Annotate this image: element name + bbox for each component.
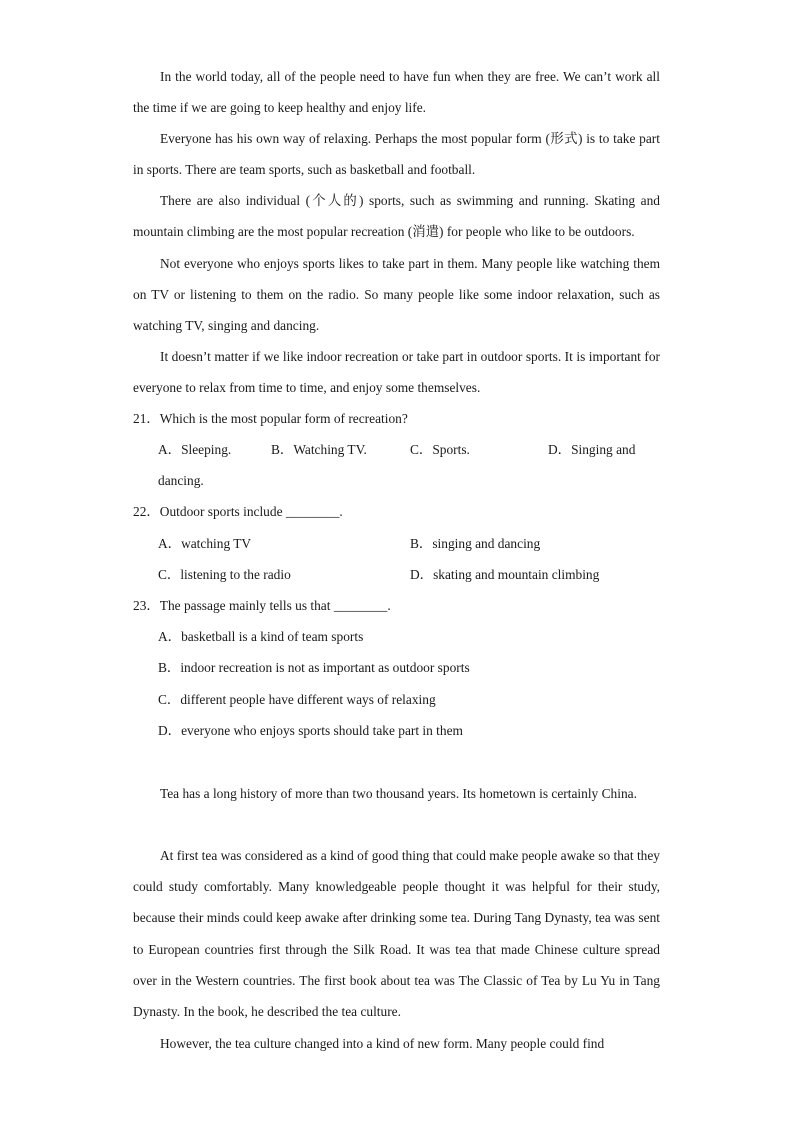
option-text: basketball is a kind of team sports: [181, 629, 364, 644]
question-21-option-b[interactable]: [271, 440, 367, 460]
passage1-paragraph-4: Not everyone who enjoys sports likes to take part in them. Many people like watching them on TV or listening to them on the radio. So many people like some indoor relaxation, such as watching TV, singing and dancing.: [133, 256, 660, 334]
option-text: watching TV: [181, 536, 252, 551]
question-22: [133, 502, 343, 522]
question-21-option-d[interactable]: [548, 440, 635, 460]
question-21: [133, 409, 408, 429]
question-22-option-b[interactable]: [410, 534, 540, 554]
option-label: C．: [158, 567, 181, 582]
option-label: B．: [271, 442, 294, 457]
question-number: 23．: [133, 598, 160, 613]
option-label: B．: [158, 660, 181, 675]
question-number: 21．: [133, 411, 160, 426]
question-21-option-a[interactable]: [158, 440, 231, 460]
question-23-option-c[interactable]: [158, 690, 436, 710]
option-label: C．: [410, 442, 433, 457]
option-label: D．: [410, 567, 434, 582]
question-text: Which is the most popular form of recreation?: [159, 411, 408, 426]
option-text: everyone who enjoys sports should take part in them: [181, 723, 463, 738]
option-label: C．: [158, 692, 181, 707]
question-21-option-c[interactable]: [410, 440, 470, 460]
option-label: A．: [158, 536, 182, 551]
passage2-paragraph-3: However, the tea culture changed into a kind of new form. Many people could find: [160, 1036, 605, 1051]
passage2-paragraph-2: At first tea was considered as a kind of good thing that could make people awake so that they could study comfortably. Many knowledgeable people thought it was helpful for their study, because their minds could keep awake after drinking some tea. During Tang Dynasty, tea was sent to European countries first through the Silk Road. It was tea that made Chinese culture spread over in the Western countries. The first book about tea was The Classic of Tea by Lu Yu in Tang Dynasty. In the book, he described the tea culture.: [133, 848, 660, 1020]
option-text: skating and mountain climbing: [433, 567, 600, 582]
option-label: A．: [158, 442, 182, 457]
option-text: different people have different ways of relaxing: [180, 692, 436, 707]
passage1-paragraph-1: In the world today, all of the people need to have fun when they are free. We can’t work all the time if we are going to keep healthy and enjoy life.: [133, 69, 660, 116]
question-23-option-a[interactable]: [158, 627, 363, 647]
question-number: 22．: [133, 504, 160, 519]
question-21-option-d-continuation: dancing.: [158, 473, 204, 488]
question-22-option-c[interactable]: [158, 565, 291, 585]
option-label: B．: [410, 536, 433, 551]
question-22-option-a[interactable]: [158, 534, 251, 554]
question-22-option-d[interactable]: [410, 565, 599, 585]
question-23-option-b[interactable]: [158, 658, 470, 678]
option-label: D．: [548, 442, 572, 457]
option-text: Singing and: [571, 442, 636, 457]
option-label: A．: [158, 629, 182, 644]
question-text: Outdoor sports include ________.: [159, 504, 343, 519]
option-text: Watching TV.: [293, 442, 367, 457]
option-label: D．: [158, 723, 182, 738]
question-text: The passage mainly tells us that ________.: [159, 598, 391, 613]
option-text: singing and dancing: [432, 536, 541, 551]
option-text: indoor recreation is not as important as outdoor sports: [180, 660, 470, 675]
passage1-paragraph-2: Everyone has his own way of relaxing. Perhaps the most popular form (形式) is to take part in sports. There are team sports, such as basketball and football.: [133, 131, 660, 178]
question-23-option-d[interactable]: [158, 721, 463, 741]
option-text: Sports.: [432, 442, 470, 457]
option-text: Sleeping.: [181, 442, 232, 457]
option-text: listening to the radio: [180, 567, 291, 582]
passage2-paragraph-1: Tea has a long history of more than two thousand years. Its hometown is certainly China.: [160, 786, 637, 801]
question-23: [133, 596, 391, 616]
passage1-paragraph-5: It doesn’t matter if we like indoor recreation or take part in outdoor sports. It is important for everyone to relax from time to time, and enjoy some themselves.: [133, 349, 660, 396]
passage1-paragraph-3: There are also individual (个人的) sports, such as swimming and running. Skating and mountain climbing are the most popular recreation (消遣) for people who like to be outdoors.: [133, 193, 660, 240]
